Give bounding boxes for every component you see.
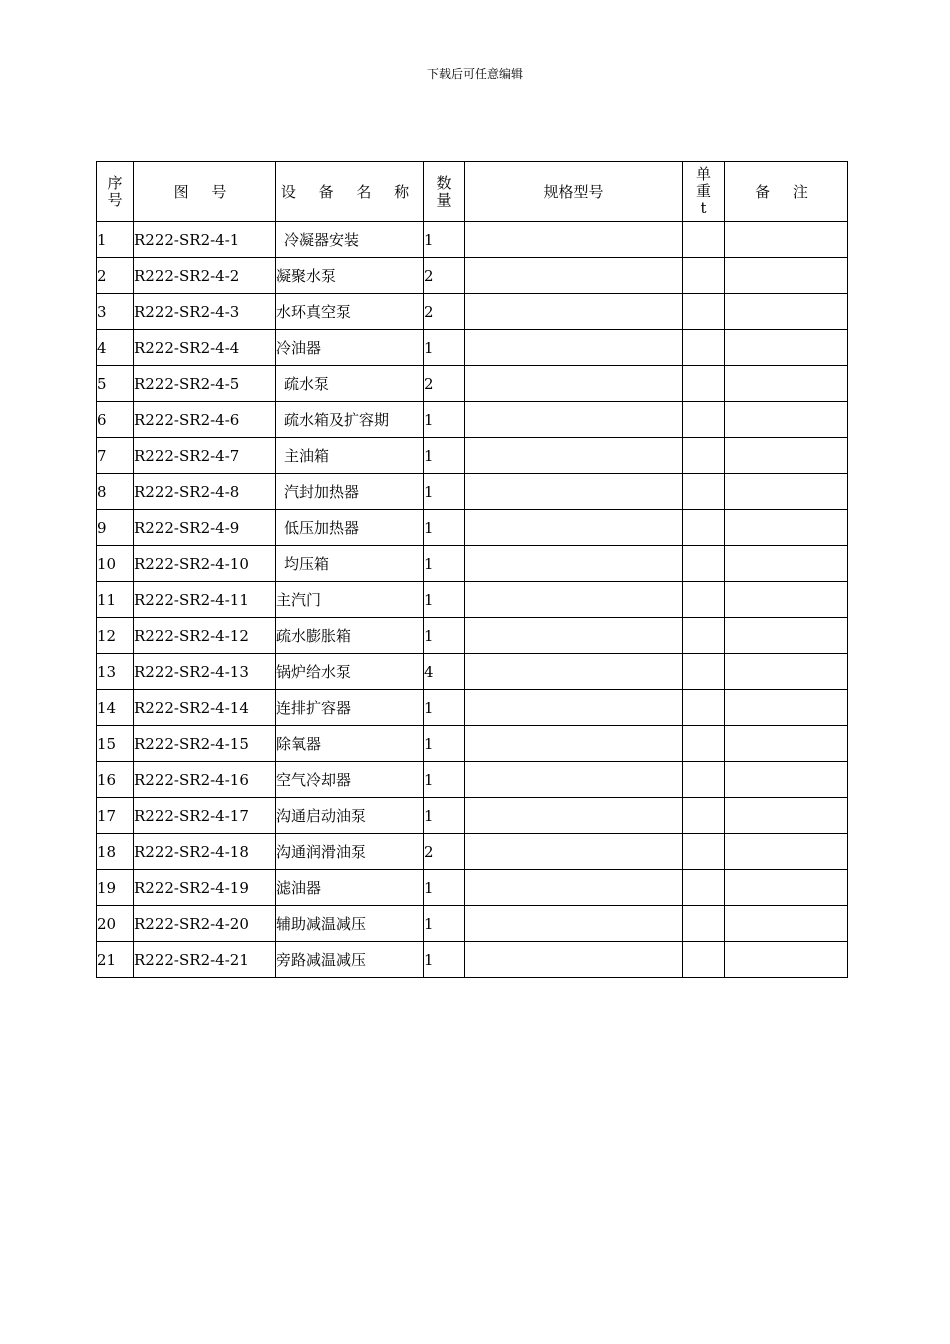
cell-unit-weight <box>683 474 725 510</box>
table-row <box>97 762 848 798</box>
cell-unit-weight <box>683 726 725 762</box>
cell-remark <box>725 546 848 582</box>
table-row <box>97 474 848 510</box>
cell-unit-weight <box>683 690 725 726</box>
table-row <box>97 618 848 654</box>
cell-no: 3 <box>97 294 134 330</box>
cell-no: 16 <box>97 762 134 798</box>
cell-no: 5 <box>97 366 134 402</box>
cell-remark <box>725 366 848 402</box>
table-row <box>97 726 848 762</box>
cell-drawing-no: R222-SR2-4-7 <box>134 438 276 474</box>
cell-unit-weight <box>683 366 725 402</box>
cell-name: 疏水膨胀箱 <box>276 618 424 654</box>
cell-no: 19 <box>97 870 134 906</box>
header-remark: 备 注 <box>725 162 848 222</box>
table-row <box>97 942 848 978</box>
cell-name: 凝聚水泵 <box>276 258 424 294</box>
cell-drawing-no: R222-SR2-4-11 <box>134 582 276 618</box>
cell-unit-weight <box>683 438 725 474</box>
table-row <box>97 870 848 906</box>
cell-qty: 1 <box>424 690 465 726</box>
cell-qty: 1 <box>424 402 465 438</box>
cell-remark <box>725 294 848 330</box>
cell-remark <box>725 438 848 474</box>
table-row <box>97 366 848 402</box>
cell-name: 空气冷却器 <box>276 762 424 798</box>
cell-no: 8 <box>97 474 134 510</box>
table-row <box>97 438 848 474</box>
cell-spec <box>465 330 683 366</box>
cell-drawing-no: R222-SR2-4-13 <box>134 654 276 690</box>
table-row <box>97 258 848 294</box>
cell-name: 主汽门 <box>276 582 424 618</box>
cell-unit-weight <box>683 942 725 978</box>
equipment-table <box>96 161 848 978</box>
cell-qty: 1 <box>424 798 465 834</box>
cell-spec <box>465 870 683 906</box>
cell-drawing-no: R222-SR2-4-3 <box>134 294 276 330</box>
cell-spec <box>465 474 683 510</box>
header-no: 序 号 <box>97 162 134 222</box>
cell-no: 12 <box>97 618 134 654</box>
cell-drawing-no: R222-SR2-4-19 <box>134 870 276 906</box>
page-header-note: 下载后可任意编辑 <box>426 67 523 81</box>
cell-remark <box>725 798 848 834</box>
cell-remark <box>725 762 848 798</box>
table-row <box>97 654 848 690</box>
cell-name: 均压箱 <box>276 546 424 582</box>
cell-qty: 1 <box>424 618 465 654</box>
cell-drawing-no: R222-SR2-4-1 <box>134 222 276 258</box>
cell-unit-weight <box>683 330 725 366</box>
cell-remark <box>725 582 848 618</box>
cell-drawing-no: R222-SR2-4-2 <box>134 258 276 294</box>
cell-spec <box>465 726 683 762</box>
cell-remark <box>725 402 848 438</box>
cell-no: 6 <box>97 402 134 438</box>
cell-unit-weight <box>683 870 725 906</box>
cell-no: 10 <box>97 546 134 582</box>
cell-remark <box>725 654 848 690</box>
cell-qty: 4 <box>424 654 465 690</box>
cell-spec <box>465 294 683 330</box>
table-row <box>97 546 848 582</box>
cell-qty: 1 <box>424 870 465 906</box>
table-row <box>97 330 848 366</box>
cell-unit-weight <box>683 762 725 798</box>
cell-name: 疏水箱及扩容期 <box>276 402 424 438</box>
table-row <box>97 834 848 870</box>
cell-drawing-no: R222-SR2-4-4 <box>134 330 276 366</box>
cell-qty: 2 <box>424 834 465 870</box>
cell-remark <box>725 690 848 726</box>
cell-name: 连排扩容器 <box>276 690 424 726</box>
cell-unit-weight <box>683 546 725 582</box>
cell-spec <box>465 402 683 438</box>
cell-remark <box>725 834 848 870</box>
cell-spec <box>465 906 683 942</box>
cell-unit-weight <box>683 906 725 942</box>
cell-drawing-no: R222-SR2-4-21 <box>134 942 276 978</box>
cell-no: 15 <box>97 726 134 762</box>
cell-spec <box>465 510 683 546</box>
cell-unit-weight <box>683 582 725 618</box>
cell-spec <box>465 690 683 726</box>
table-row <box>97 582 848 618</box>
cell-name: 冷凝器安装 <box>276 222 424 258</box>
table-row <box>97 222 848 258</box>
cell-remark <box>725 906 848 942</box>
cell-spec <box>465 762 683 798</box>
cell-remark <box>725 942 848 978</box>
cell-spec <box>465 654 683 690</box>
header-drawing-no: 图 号 <box>134 162 276 222</box>
header-spec: 规格型号 <box>465 162 683 222</box>
table-body <box>97 222 848 978</box>
cell-name: 主油箱 <box>276 438 424 474</box>
table-header-row <box>97 162 848 222</box>
cell-spec <box>465 546 683 582</box>
cell-drawing-no: R222-SR2-4-20 <box>134 906 276 942</box>
cell-qty: 1 <box>424 438 465 474</box>
cell-drawing-no: R222-SR2-4-9 <box>134 510 276 546</box>
cell-no: 13 <box>97 654 134 690</box>
cell-spec <box>465 618 683 654</box>
cell-spec <box>465 834 683 870</box>
cell-qty: 1 <box>424 474 465 510</box>
cell-spec <box>465 366 683 402</box>
cell-drawing-no: R222-SR2-4-17 <box>134 798 276 834</box>
cell-no: 11 <box>97 582 134 618</box>
header-name: 设 备 名 称 <box>276 162 424 222</box>
cell-remark <box>725 618 848 654</box>
cell-unit-weight <box>683 654 725 690</box>
cell-qty: 2 <box>424 294 465 330</box>
cell-qty: 1 <box>424 510 465 546</box>
cell-spec <box>465 258 683 294</box>
table-row <box>97 510 848 546</box>
cell-unit-weight <box>683 798 725 834</box>
cell-unit-weight <box>683 402 725 438</box>
cell-drawing-no: R222-SR2-4-14 <box>134 690 276 726</box>
header-qty: 数 量 <box>424 162 465 222</box>
cell-drawing-no: R222-SR2-4-15 <box>134 726 276 762</box>
cell-no: 2 <box>97 258 134 294</box>
cell-name: 辅助减温减压 <box>276 906 424 942</box>
cell-no: 4 <box>97 330 134 366</box>
cell-remark <box>725 870 848 906</box>
cell-spec <box>465 798 683 834</box>
cell-qty: 1 <box>424 546 465 582</box>
cell-no: 14 <box>97 690 134 726</box>
cell-remark <box>725 330 848 366</box>
cell-unit-weight <box>683 222 725 258</box>
cell-drawing-no: R222-SR2-4-18 <box>134 834 276 870</box>
cell-remark <box>725 510 848 546</box>
cell-unit-weight <box>683 258 725 294</box>
cell-name: 沟通启动油泵 <box>276 798 424 834</box>
cell-drawing-no: R222-SR2-4-10 <box>134 546 276 582</box>
header-unit-weight: 单 重 t <box>683 162 725 222</box>
cell-name: 冷油器 <box>276 330 424 366</box>
cell-no: 1 <box>97 222 134 258</box>
cell-unit-weight <box>683 834 725 870</box>
cell-no: 7 <box>97 438 134 474</box>
cell-drawing-no: R222-SR2-4-5 <box>134 366 276 402</box>
cell-name: 水环真空泵 <box>276 294 424 330</box>
cell-name: 除氧器 <box>276 726 424 762</box>
cell-name: 旁路减温减压 <box>276 942 424 978</box>
cell-qty: 1 <box>424 222 465 258</box>
cell-unit-weight <box>683 510 725 546</box>
cell-remark <box>725 726 848 762</box>
cell-qty: 1 <box>424 582 465 618</box>
cell-drawing-no: R222-SR2-4-12 <box>134 618 276 654</box>
cell-qty: 2 <box>424 366 465 402</box>
cell-spec <box>465 438 683 474</box>
table-row <box>97 906 848 942</box>
cell-remark <box>725 258 848 294</box>
cell-no: 21 <box>97 942 134 978</box>
cell-remark <box>725 222 848 258</box>
cell-name: 沟通润滑油泵 <box>276 834 424 870</box>
cell-drawing-no: R222-SR2-4-16 <box>134 762 276 798</box>
table-row <box>97 798 848 834</box>
cell-qty: 1 <box>424 906 465 942</box>
cell-name: 汽封加热器 <box>276 474 424 510</box>
cell-name: 疏水泵 <box>276 366 424 402</box>
cell-name: 滤油器 <box>276 870 424 906</box>
cell-unit-weight <box>683 618 725 654</box>
cell-qty: 1 <box>424 330 465 366</box>
cell-name: 锅炉给水泵 <box>276 654 424 690</box>
table-row <box>97 294 848 330</box>
cell-spec <box>465 582 683 618</box>
cell-qty: 1 <box>424 942 465 978</box>
cell-drawing-no: R222-SR2-4-6 <box>134 402 276 438</box>
cell-name: 低压加热器 <box>276 510 424 546</box>
cell-spec <box>465 942 683 978</box>
cell-no: 9 <box>97 510 134 546</box>
cell-no: 17 <box>97 798 134 834</box>
cell-no: 20 <box>97 906 134 942</box>
cell-qty: 2 <box>424 258 465 294</box>
cell-drawing-no: R222-SR2-4-8 <box>134 474 276 510</box>
table-row <box>97 402 848 438</box>
cell-remark <box>725 474 848 510</box>
cell-qty: 1 <box>424 726 465 762</box>
cell-no: 18 <box>97 834 134 870</box>
cell-qty: 1 <box>424 762 465 798</box>
table-row <box>97 690 848 726</box>
cell-spec <box>465 222 683 258</box>
cell-unit-weight <box>683 294 725 330</box>
